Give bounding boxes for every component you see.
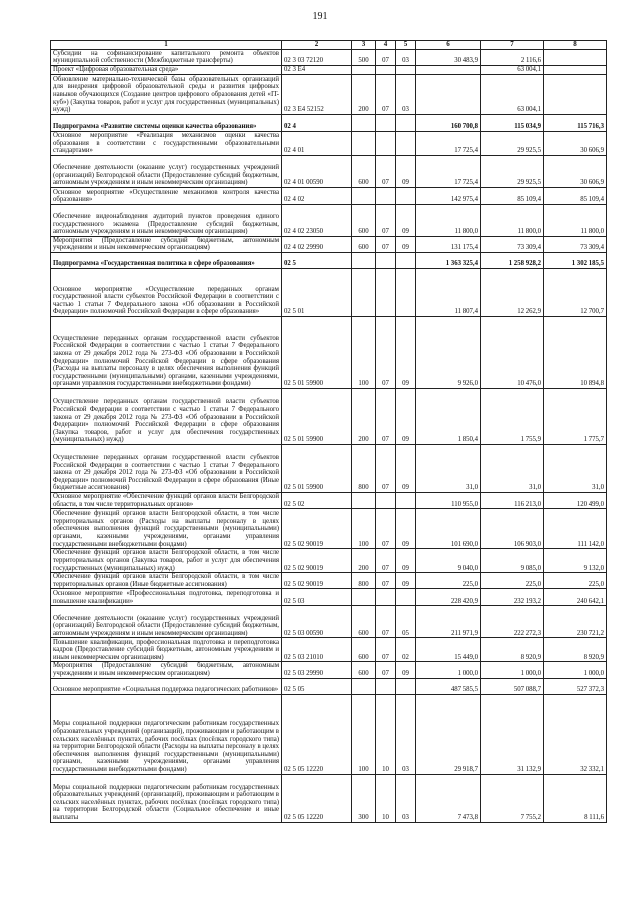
table-row xyxy=(51,74,607,114)
row-value-2021-cell: 106 903,0 xyxy=(481,509,544,549)
table-row xyxy=(51,65,607,74)
row-vr-cell xyxy=(352,268,376,316)
row-name-cell: Осуществление переданных органам государственной власти субъектов Российской Федерации в соответствии с частью 1 статьи 7 Федерального закона от 29 декабря 2012 года № 273-ФЗ «Об образовании в Российской Федерации» полномочий Российской Федерации в сфере образования (Закупка товаров, работ и услуг для обеспечения государственных (муниципальных) нужд) xyxy=(51,388,282,444)
header-cell: 5 xyxy=(396,41,416,50)
row-value-2021-cell: 11 800,0 xyxy=(481,204,544,236)
row-code-cell: 02 4 02 29990 xyxy=(282,236,352,252)
row-value-2021-cell: 63 004,1 xyxy=(481,65,544,74)
row-value-2020-cell xyxy=(416,65,481,74)
row-name-cell: Основное мероприятие «Осуществление механизмов контроля качества образования» xyxy=(51,187,282,204)
row-rz-cell xyxy=(376,187,396,204)
row-pr-cell xyxy=(396,114,416,131)
row-pr-cell: 09 xyxy=(396,549,416,573)
budget-table xyxy=(50,40,607,823)
table-row xyxy=(51,774,607,822)
row-pr-cell xyxy=(396,131,416,155)
row-pr-cell: 09 xyxy=(396,204,416,236)
row-value-2022-cell: 11 800,0 xyxy=(544,204,607,236)
row-vr-cell xyxy=(352,492,376,508)
row-code-cell: 02 5 05 xyxy=(282,678,352,694)
row-rz-cell: 07 xyxy=(376,204,396,236)
row-code-cell: 02 5 02 xyxy=(282,492,352,508)
row-name-cell: Обеспечение деятельности (оказание услуг) государственных учреждений (организаций) Белгородской области (Предоставление субсидий бюджетным, автономным учреждениям и иным некоммерческим организациям) xyxy=(51,155,282,187)
row-pr-cell xyxy=(396,187,416,204)
table-row xyxy=(51,155,607,187)
row-value-2020-cell: 1 000,0 xyxy=(416,662,481,678)
row-value-2021-cell: 2 116,6 xyxy=(481,49,544,65)
row-value-2022-cell: 1 000,0 xyxy=(544,662,607,678)
row-vr-cell: 200 xyxy=(352,549,376,573)
row-value-2022-cell: 230 721,2 xyxy=(544,606,607,638)
row-value-2020-cell: 225,0 xyxy=(416,573,481,589)
row-value-2022-cell: 120 499,0 xyxy=(544,492,607,508)
row-pr-cell: 09 xyxy=(396,236,416,252)
row-value-2021-cell: 116 213,0 xyxy=(481,492,544,508)
row-rz-cell xyxy=(376,65,396,74)
row-vr-cell: 600 xyxy=(352,662,376,678)
row-value-2021-cell: 1 258 928,2 xyxy=(481,252,544,268)
row-value-2020-cell: 110 955,0 xyxy=(416,492,481,508)
row-pr-cell xyxy=(396,589,416,606)
row-value-2022-cell xyxy=(544,74,607,114)
row-value-2020-cell xyxy=(416,74,481,114)
row-vr-cell xyxy=(352,131,376,155)
row-vr-cell: 600 xyxy=(352,204,376,236)
row-code-cell: 02 5 01 59900 xyxy=(282,444,352,492)
row-vr-cell xyxy=(352,187,376,204)
row-value-2021-cell: 12 262,9 xyxy=(481,268,544,316)
row-pr-cell: 09 xyxy=(396,509,416,549)
row-code-cell: 02 5 01 59900 xyxy=(282,388,352,444)
row-code-cell: 02 4 02 23050 xyxy=(282,204,352,236)
row-rz-cell: 07 xyxy=(376,316,396,388)
row-code-cell: 02 4 02 xyxy=(282,187,352,204)
row-value-2022-cell xyxy=(544,65,607,74)
row-code-cell: 02 5 03 21010 xyxy=(282,638,352,662)
row-pr-cell xyxy=(396,252,416,268)
table-row xyxy=(51,492,607,508)
row-value-2022-cell: 1 302 185,5 xyxy=(544,252,607,268)
table-row xyxy=(51,114,607,131)
row-value-2020-cell: 31,0 xyxy=(416,444,481,492)
row-pr-cell xyxy=(396,65,416,74)
row-value-2020-cell: 7 473,8 xyxy=(416,774,481,822)
row-pr-cell: 05 xyxy=(396,606,416,638)
row-value-2022-cell: 240 642,1 xyxy=(544,589,607,606)
table-row xyxy=(51,187,607,204)
row-value-2022-cell: 8 920,9 xyxy=(544,638,607,662)
row-pr-cell: 09 xyxy=(396,316,416,388)
row-code-cell: 02 3 E4 xyxy=(282,65,352,74)
row-vr-cell: 100 xyxy=(352,316,376,388)
row-vr-cell xyxy=(352,678,376,694)
table-row xyxy=(51,131,607,155)
row-code-cell: 02 5 02 90019 xyxy=(282,573,352,589)
table-row xyxy=(51,49,607,65)
row-code-cell: 02 5 02 90019 xyxy=(282,509,352,549)
row-value-2020-cell: 228 420,9 xyxy=(416,589,481,606)
row-name-cell: Мероприятия (Предоставление субсидий бюджетным, автономным учреждениям и иным некоммерческим организациям) xyxy=(51,662,282,678)
row-vr-cell: 100 xyxy=(352,509,376,549)
row-name-cell: Субсидии на софинансирование капитального ремонта объектов муниципальной собственности (Межбюджетные трансферты) xyxy=(51,49,282,65)
row-value-2021-cell: 507 088,7 xyxy=(481,678,544,694)
row-vr-cell: 800 xyxy=(352,573,376,589)
row-rz-cell xyxy=(376,678,396,694)
header-cell: 3 xyxy=(352,41,376,50)
row-value-2022-cell: 12 700,7 xyxy=(544,268,607,316)
row-pr-cell: 03 xyxy=(396,774,416,822)
row-value-2020-cell: 17 725,4 xyxy=(416,131,481,155)
row-value-2022-cell: 30 606,9 xyxy=(544,155,607,187)
row-code-cell: 02 5 03 29990 xyxy=(282,662,352,678)
row-code-cell: 02 5 03 00590 xyxy=(282,606,352,638)
row-vr-cell: 200 xyxy=(352,74,376,114)
header-cell: 2 xyxy=(282,41,352,50)
row-name-cell: Обновление материально-технической базы образовательных организаций для внедрения цифровой образовательной среды и развития цифровых навыков обучающихся (Создание центров цифрового образования детей «IT-куб») (Закупка товаров, работ и услуг для государственных (муниципальных) нужд) xyxy=(51,74,282,114)
row-code-cell: 02 5 03 xyxy=(282,589,352,606)
table-row xyxy=(51,204,607,236)
table-row xyxy=(51,573,607,589)
row-value-2020-cell: 9 926,0 xyxy=(416,316,481,388)
row-value-2022-cell: 85 109,4 xyxy=(544,187,607,204)
table-header-row xyxy=(51,41,607,50)
row-rz-cell: 07 xyxy=(376,549,396,573)
table-row xyxy=(51,509,607,549)
table-row xyxy=(51,444,607,492)
row-rz-cell: 07 xyxy=(376,49,396,65)
row-code-cell: 02 4 01 xyxy=(282,131,352,155)
row-value-2021-cell: 1 000,0 xyxy=(481,662,544,678)
row-vr-cell: 800 xyxy=(352,444,376,492)
row-rz-cell xyxy=(376,268,396,316)
row-value-2020-cell: 131 175,4 xyxy=(416,236,481,252)
table-row xyxy=(51,589,607,606)
row-name-cell: Обеспечение функций органов власти Белгородской области, в том числе территориальных органов (Закупка товаров, работ и услуг для обеспечения государственных (муниципальных) нужд) xyxy=(51,549,282,573)
row-name-cell: Обеспечение функций органов власти Белгородской области, в том числе территориальных органов (Расходы на выплаты персоналу в целях обеспечения выполнения функций государственными (муниципальными) органами, казенными учреждениями, органами управления государственными внебюджетными фондами) xyxy=(51,509,282,549)
table-row xyxy=(51,606,607,638)
row-value-2021-cell: 63 004,1 xyxy=(481,74,544,114)
row-pr-cell: 09 xyxy=(396,444,416,492)
row-rz-cell: 07 xyxy=(376,606,396,638)
page-number: 191 xyxy=(312,11,328,22)
row-vr-cell: 600 xyxy=(352,155,376,187)
row-rz-cell: 10 xyxy=(376,694,396,774)
row-pr-cell: 03 xyxy=(396,694,416,774)
table-row xyxy=(51,388,607,444)
row-value-2020-cell: 29 918,7 xyxy=(416,694,481,774)
row-rz-cell: 07 xyxy=(376,388,396,444)
row-code-cell: 02 5 05 12220 xyxy=(282,774,352,822)
row-rz-cell: 07 xyxy=(376,662,396,678)
row-vr-cell: 500 xyxy=(352,49,376,65)
row-name-cell: Основное мероприятие «Осуществление переданных органам государственной власти субъектов Российской Федерации в соответствии с частью 1 статьи 7 Федерального закона «Об образовании в Российской Федерации» полномочий Российской Федерации в сфере образования» xyxy=(51,268,282,316)
row-value-2022-cell xyxy=(544,49,607,65)
row-name-cell: Осуществление переданных органам государственной власти субъектов Российской Федерации в соответствии с частью 1 статьи 7 Федерального закона от 29 декабря 2012 года № 273-ФЗ «Об образовании в Российской Федерации» полномочий Российской Федерации в сфере образования (Иные бюджетные ассигнования) xyxy=(51,444,282,492)
header-cell: 7 xyxy=(481,41,544,50)
row-value-2021-cell: 31,0 xyxy=(481,444,544,492)
row-value-2021-cell: 232 193,2 xyxy=(481,589,544,606)
row-rz-cell xyxy=(376,492,396,508)
row-value-2020-cell: 211 971,9 xyxy=(416,606,481,638)
row-name-cell: Меры социальной поддержки педагогическим работникам государственных образовательных учреждений (организаций), проживающим и работающим в сельских населённых пунктах, рабочих посёлках (посёлках городского типа) на территории Белгородской области (Социальное обеспечение и иные выплаты xyxy=(51,774,282,822)
row-value-2022-cell: 9 132,0 xyxy=(544,549,607,573)
table-row xyxy=(51,268,607,316)
row-value-2021-cell: 8 920,9 xyxy=(481,638,544,662)
row-rz-cell: 10 xyxy=(376,774,396,822)
row-code-cell: 02 3 E4 52152 xyxy=(282,74,352,114)
row-value-2020-cell: 17 725,4 xyxy=(416,155,481,187)
table-row xyxy=(51,316,607,388)
row-vr-cell xyxy=(352,252,376,268)
table-row xyxy=(51,638,607,662)
row-name-cell: Подпрограмма «Государственная политика в сфере образования» xyxy=(51,252,282,268)
row-value-2021-cell: 10 476,0 xyxy=(481,316,544,388)
row-vr-cell: 600 xyxy=(352,638,376,662)
row-value-2022-cell: 8 111,6 xyxy=(544,774,607,822)
row-value-2021-cell: 9 085,0 xyxy=(481,549,544,573)
row-pr-cell: 09 xyxy=(396,573,416,589)
row-value-2020-cell: 1 850,4 xyxy=(416,388,481,444)
row-value-2022-cell: 111 142,0 xyxy=(544,509,607,549)
row-rz-cell xyxy=(376,252,396,268)
row-name-cell: Обеспечение видеонаблюдения аудиторий пунктов проведения единого государственного экзамена (Предоставление субсидий бюджетным, автономным учреждениям и иным некоммерческим организациям) xyxy=(51,204,282,236)
row-name-cell: Основное мероприятие «Профессиональная подготовка, переподготовка и повышение квалификации» xyxy=(51,589,282,606)
row-code-cell: 02 5 xyxy=(282,252,352,268)
row-rz-cell xyxy=(376,131,396,155)
row-vr-cell: 200 xyxy=(352,388,376,444)
row-name-cell: Мероприятия (Предоставление субсидий бюджетным, автономным учреждениям и иным некоммерческим организациям) xyxy=(51,236,282,252)
row-value-2020-cell: 487 585,5 xyxy=(416,678,481,694)
row-pr-cell: 03 xyxy=(396,49,416,65)
table-row xyxy=(51,252,607,268)
row-value-2021-cell: 225,0 xyxy=(481,573,544,589)
row-pr-cell: 09 xyxy=(396,662,416,678)
row-value-2022-cell: 31,0 xyxy=(544,444,607,492)
row-code-cell: 02 5 01 59900 xyxy=(282,316,352,388)
row-pr-cell: 02 xyxy=(396,638,416,662)
header-cell: 1 xyxy=(51,41,282,50)
row-value-2020-cell: 11 807,4 xyxy=(416,268,481,316)
row-rz-cell: 07 xyxy=(376,236,396,252)
row-name-cell: Основное мероприятие «Социальная поддержка педагогических работников» xyxy=(51,678,282,694)
header-cell: 8 xyxy=(544,41,607,50)
row-value-2021-cell: 115 034,9 xyxy=(481,114,544,131)
row-value-2022-cell: 10 894,8 xyxy=(544,316,607,388)
row-rz-cell: 07 xyxy=(376,74,396,114)
row-value-2020-cell: 1 363 325,4 xyxy=(416,252,481,268)
row-value-2020-cell: 9 040,0 xyxy=(416,549,481,573)
row-rz-cell: 07 xyxy=(376,638,396,662)
row-vr-cell xyxy=(352,589,376,606)
row-name-cell: Подпрограмма «Развитие системы оценки качества образования» xyxy=(51,114,282,131)
row-code-cell: 02 4 01 00590 xyxy=(282,155,352,187)
row-pr-cell: 09 xyxy=(396,388,416,444)
row-code-cell: 02 4 xyxy=(282,114,352,131)
row-rz-cell: 07 xyxy=(376,155,396,187)
row-pr-cell xyxy=(396,678,416,694)
row-rz-cell: 07 xyxy=(376,573,396,589)
row-name-cell: Меры социальной поддержки педагогическим работникам государственных образовательных учреждений (организаций), проживающим и работающим в сельских населённых пунктах, рабочих посёлках (посёлках городского типа) на территории Белгородской области (Расходы на выплаты персоналу в целях обеспечения выполнения функций государственными (муниципальными) органами, казенными учреждениями, органами управления государственными внебюджетными фондами) xyxy=(51,694,282,774)
row-code-cell: 02 5 01 xyxy=(282,268,352,316)
row-value-2022-cell: 73 309,4 xyxy=(544,236,607,252)
row-code-cell: 02 3 03 72120 xyxy=(282,49,352,65)
row-name-cell: Обеспечение деятельности (оказание услуг) государственных учреждений (организаций) Белгородской области (Предоставление субсидий бюджетным, автономным учреждениям и иным некоммерческим организациям) xyxy=(51,606,282,638)
row-code-cell: 02 5 05 12220 xyxy=(282,694,352,774)
row-value-2020-cell: 101 690,0 xyxy=(416,509,481,549)
row-pr-cell xyxy=(396,492,416,508)
row-rz-cell: 07 xyxy=(376,444,396,492)
row-rz-cell: 07 xyxy=(376,509,396,549)
row-value-2021-cell: 222 272,3 xyxy=(481,606,544,638)
row-code-cell: 02 5 02 90019 xyxy=(282,549,352,573)
row-name-cell: Осуществление переданных органам государственной власти субъектов Российской Федерации в соответствии с частью 1 статьи 7 Федерального закона от 29 декабря 2012 года № 273-ФЗ «Об образовании в Российской Федерации» полномочий Российской Федерации в сфере образования (Расходы на выплаты персоналу в целях обеспечения выполнения функций государственными (муниципальными) органами, казенными учреждениями, органами управления государственными внебюджетными фондами) xyxy=(51,316,282,388)
row-value-2021-cell: 85 109,4 xyxy=(481,187,544,204)
row-value-2022-cell: 115 716,3 xyxy=(544,114,607,131)
row-value-2021-cell: 29 925,5 xyxy=(481,131,544,155)
header-cell: 6 xyxy=(416,41,481,50)
row-vr-cell: 600 xyxy=(352,606,376,638)
row-vr-cell xyxy=(352,65,376,74)
table-row xyxy=(51,694,607,774)
table-row xyxy=(51,236,607,252)
table-row xyxy=(51,678,607,694)
row-name-cell: Обеспечение функций органов власти Белгородской области, в том числе территориальных органов (Иные бюджетные ассигнования) xyxy=(51,573,282,589)
row-value-2022-cell: 1 775,7 xyxy=(544,388,607,444)
row-vr-cell: 600 xyxy=(352,236,376,252)
row-vr-cell: 300 xyxy=(352,774,376,822)
row-value-2020-cell: 142 975,4 xyxy=(416,187,481,204)
row-name-cell: Основное мероприятие «Реализация механизмов оценки качества образования в соответствии с государственными образовательными стандартами» xyxy=(51,131,282,155)
row-rz-cell xyxy=(376,589,396,606)
row-name-cell: Основное мероприятие «Обеспечение функций органов власти Белгородской области, в том числе территориальных органов» xyxy=(51,492,282,508)
row-rz-cell xyxy=(376,114,396,131)
row-value-2021-cell: 31 132,9 xyxy=(481,694,544,774)
row-value-2022-cell: 32 332,1 xyxy=(544,694,607,774)
row-name-cell: Повышение квалификации, профессиональная подготовка и переподготовка кадров (Предоставление субсидий бюджетным, автономным учреждениям и иным некоммерческим организациям) xyxy=(51,638,282,662)
table-row xyxy=(51,549,607,573)
row-name-cell: Проект «Цифровая образовательная среда» xyxy=(51,65,282,74)
row-vr-cell: 100 xyxy=(352,694,376,774)
row-value-2021-cell: 29 925,5 xyxy=(481,155,544,187)
row-pr-cell: 03 xyxy=(396,74,416,114)
row-value-2022-cell: 527 372,3 xyxy=(544,678,607,694)
row-value-2022-cell: 225,0 xyxy=(544,573,607,589)
header-cell: 4 xyxy=(376,41,396,50)
row-pr-cell: 09 xyxy=(396,155,416,187)
row-value-2020-cell: 11 800,0 xyxy=(416,204,481,236)
table-row xyxy=(51,662,607,678)
row-pr-cell xyxy=(396,268,416,316)
row-value-2020-cell: 30 483,9 xyxy=(416,49,481,65)
row-value-2020-cell: 160 700,8 xyxy=(416,114,481,131)
row-value-2021-cell: 7 755,2 xyxy=(481,774,544,822)
row-value-2020-cell: 15 449,0 xyxy=(416,638,481,662)
row-value-2021-cell: 1 755,9 xyxy=(481,388,544,444)
row-value-2021-cell: 73 309,4 xyxy=(481,236,544,252)
row-value-2022-cell: 30 606,9 xyxy=(544,131,607,155)
row-vr-cell xyxy=(352,114,376,131)
